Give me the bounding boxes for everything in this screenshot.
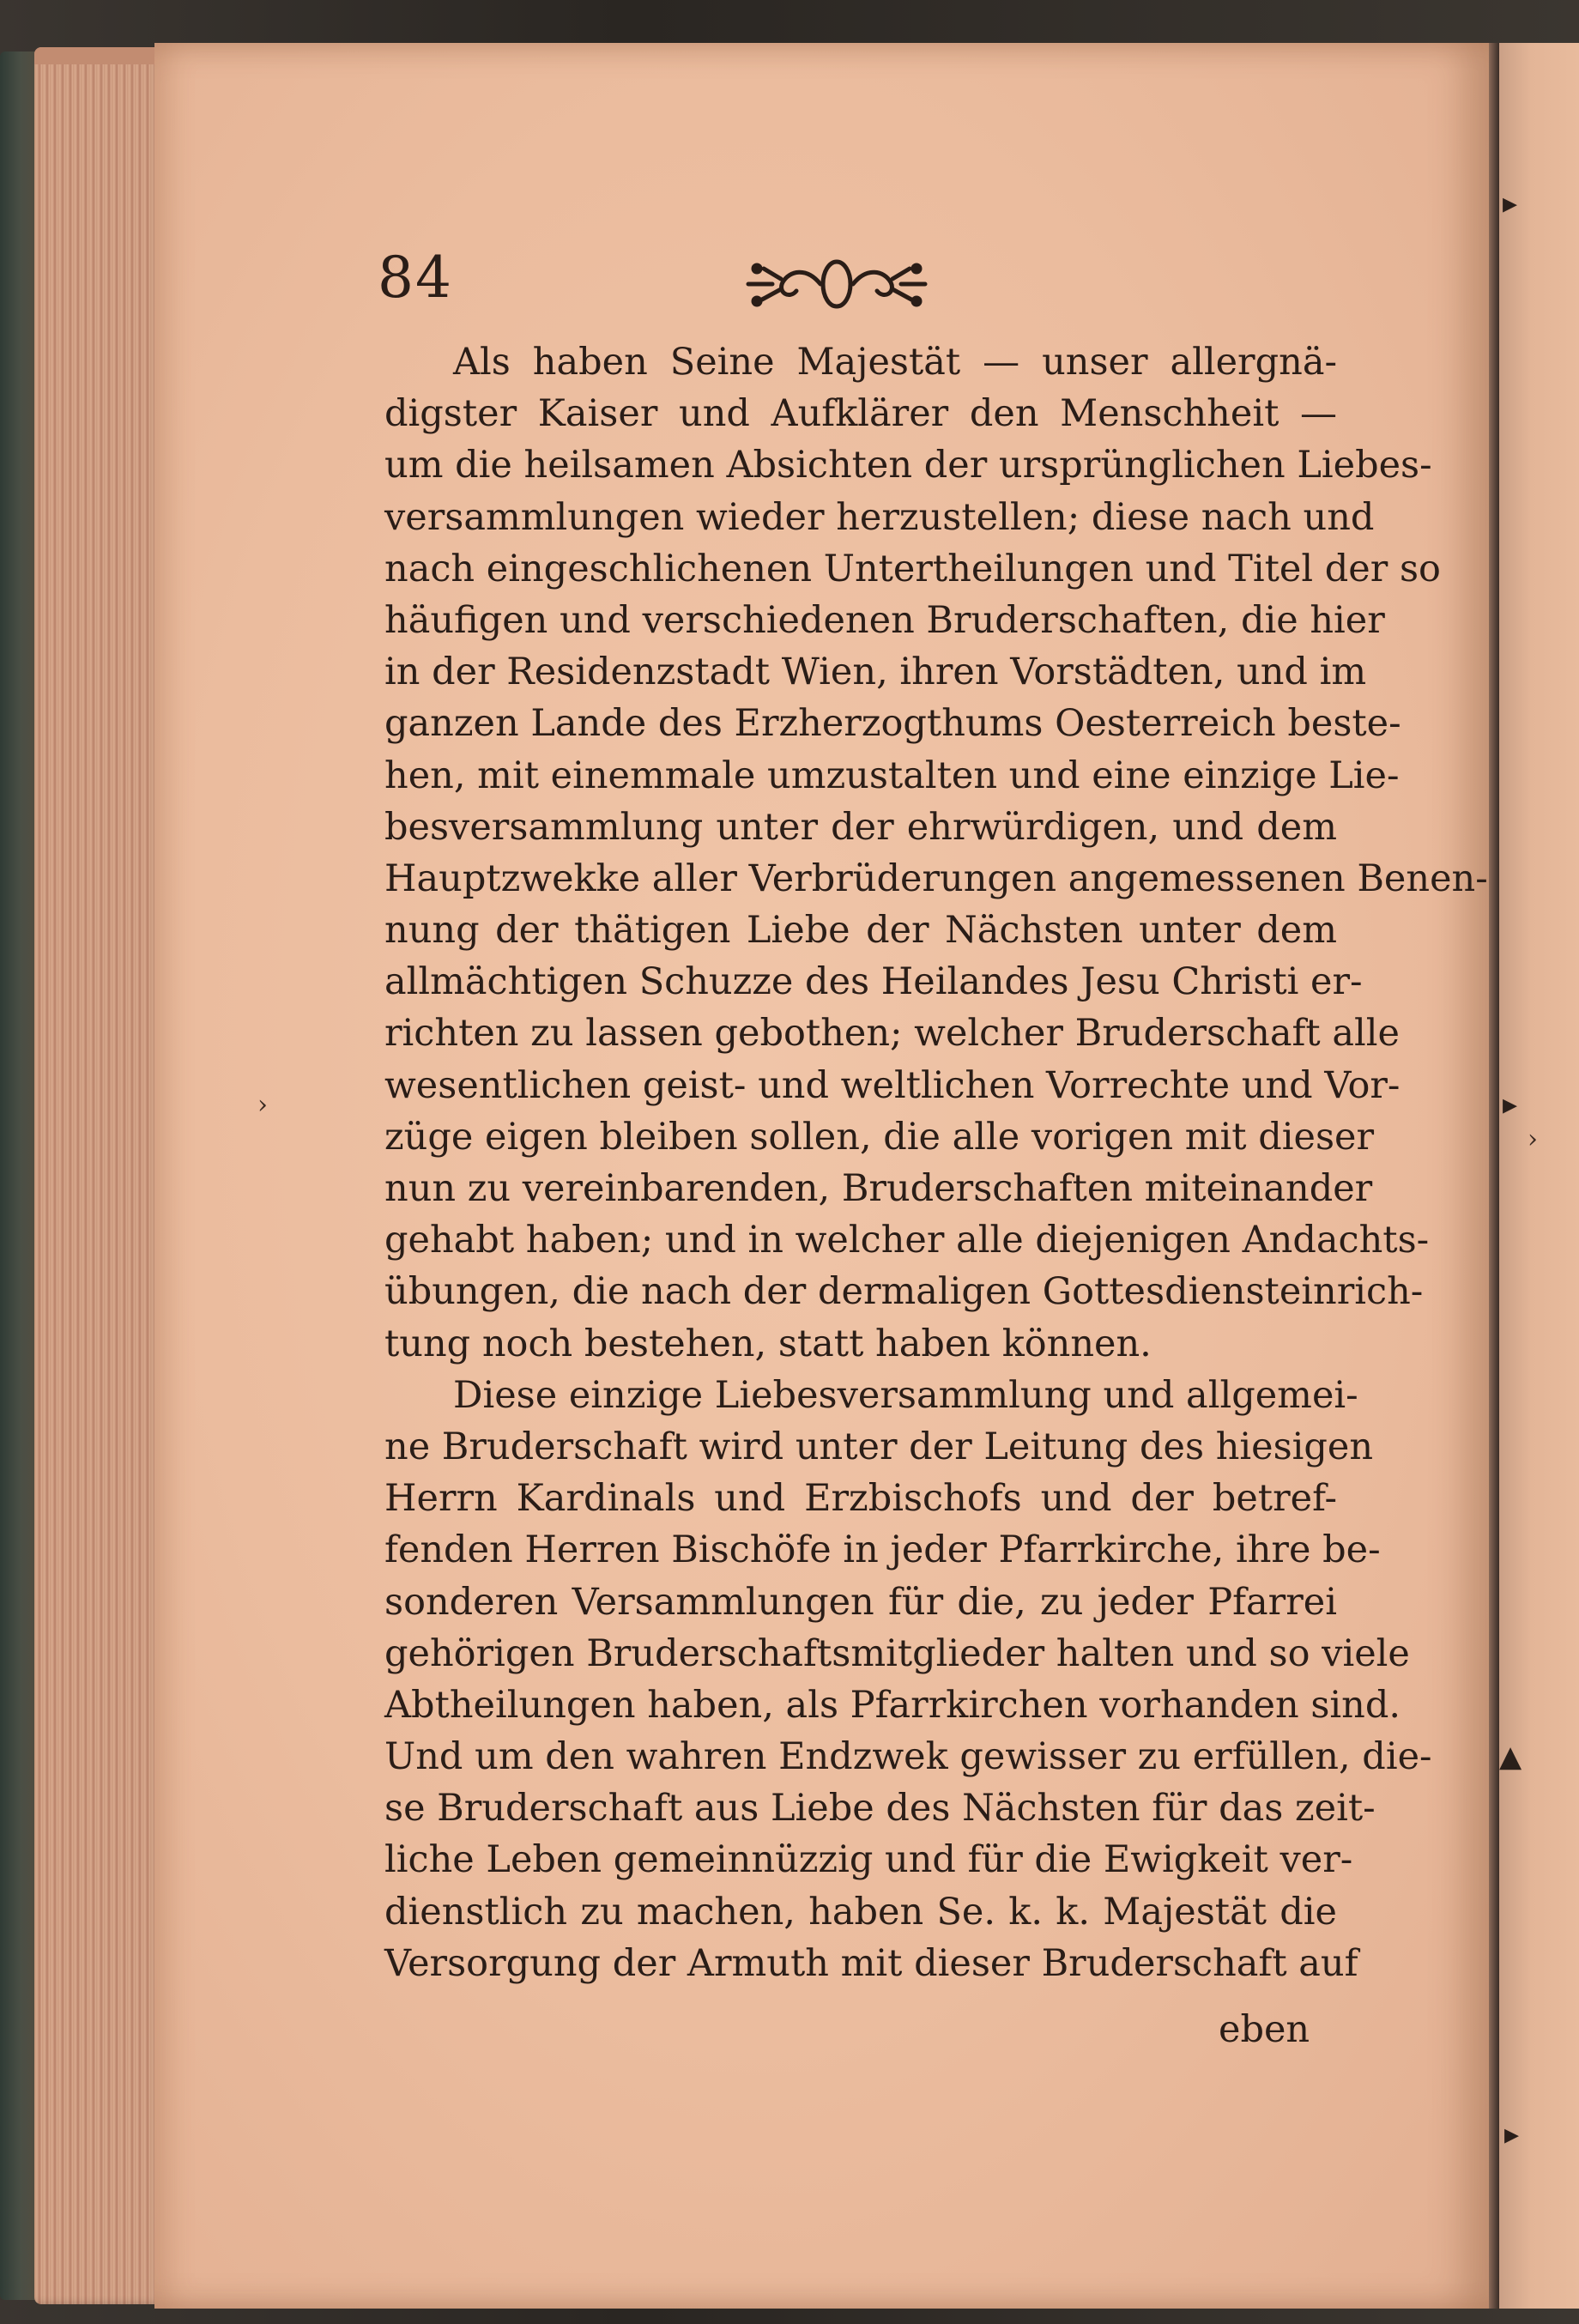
page-stack-top: [34, 47, 163, 64]
header-ornament: [223, 245, 1347, 322]
stray-mark: ›: [1528, 1124, 1538, 1154]
text-line: dienstlich zu machen, haben Se. k. k. Majestät die: [384, 1890, 1337, 1934]
book-gutter: [1489, 43, 1499, 2309]
text-line: Herrn Kardinals und Erzbischofs und der betref-: [384, 1477, 1337, 1521]
text-line: ganzen Lande des Erzherzogthums Oesterreich beste-: [384, 702, 1401, 746]
text-line: hen, mit einemmale umzustalten und eine einzige Lie-: [384, 753, 1400, 797]
text-line: übungen, die nach der dermaligen Gottesdiensteinrich-: [384, 1270, 1424, 1314]
text-line: fenden Herren Bischöfe in jeder Pfarrkirche, ihre be-: [384, 1528, 1381, 1572]
facing-page-mark: ▸: [1503, 186, 1518, 221]
stray-mark: ›: [257, 1090, 268, 1120]
facing-page-mark: ▲: [1499, 1740, 1522, 1774]
text-line: besversammlung unter der ehrwürdigen, und dem: [384, 805, 1337, 849]
text-line: um die heilsamen Absichten der ursprünglichen Liebes-: [384, 444, 1432, 487]
text-line: Hauptzwekke aller Verbrüderungen angemessenen Benen-: [384, 856, 1488, 900]
facing-page-mark: ▸: [1504, 2117, 1520, 2152]
text-line: gehabt haben; und in welcher alle diejenigen Andachts-: [384, 1219, 1430, 1262]
text-line: versammlungen wieder herzustellen; diese nach und: [384, 495, 1375, 539]
text-line: nung der thätigen Liebe der Nächsten unter dem: [384, 909, 1337, 953]
text-line: Abtheilungen haben, als Pfarrkirchen vorhanden sind.: [384, 1683, 1401, 1727]
text-line: allmächtigen Schuzze des Heilandes Jesu Christi er-: [384, 960, 1363, 1004]
text-line: nun zu vereinbarenden, Bruderschaften miteinander: [384, 1167, 1373, 1210]
facing-page-edge: [1499, 43, 1579, 2309]
text-line: häufigen und verschiedenen Bruderschaften, die hier: [384, 598, 1385, 642]
text-line: digster Kaiser und Aufklärer den Menschheit —: [384, 392, 1337, 436]
page-number: 84: [378, 245, 453, 311]
text-line: wesentlichen geist- und weltlichen Vorrechte und Vor-: [384, 1063, 1401, 1107]
text-line: züge eigen bleiben sollen, die alle vorigen mit dieser: [384, 1115, 1375, 1159]
text-line: gehörigen Bruderschaftsmitglieder halten und so viele: [384, 1631, 1410, 1675]
text-line: richten zu lassen gebothen; welcher Bruderschaft alle: [384, 1012, 1400, 1056]
text-line: Versorgung der Armuth mit dieser Bruderschaft auf: [384, 1941, 1358, 1985]
text-line: Als haben Seine Majestät — unser allergnä-: [453, 341, 1337, 384]
text-line: in der Residenzstadt Wien, ihren Vorstädten, und im: [384, 651, 1367, 694]
text-line: nach eingeschlichenen Untertheilungen und Titel der so: [384, 547, 1441, 590]
text-line: se Bruderschaft aus Liebe des Nächsten für das zeit-: [384, 1787, 1376, 1831]
text-line: ne Bruderschaft wird unter der Leitung des hiesigen: [384, 1425, 1374, 1468]
page-stack-edge: [34, 47, 163, 2304]
text-line: tung noch bestehen, statt haben können.: [384, 1322, 1152, 1365]
facing-page-mark: ▸: [1503, 1087, 1518, 1122]
body-text: [384, 336, 1488, 1989]
page-header: [223, 245, 1347, 322]
ornament-vignette-icon: [738, 250, 935, 318]
catchword: eben: [1219, 2008, 1310, 2051]
text-line: sonderen Versammlungen für die, zu jeder Pfarrei: [384, 1580, 1337, 1624]
text-line: Und um den wahren Endzwek gewisser zu erfüllen, die-: [384, 1735, 1432, 1779]
text-line: liche Leben gemeinnüzzig und für die Ewigkeit ver-: [384, 1838, 1353, 1882]
text-line: Diese einzige Liebesversammlung und allgemei-: [453, 1373, 1358, 1417]
